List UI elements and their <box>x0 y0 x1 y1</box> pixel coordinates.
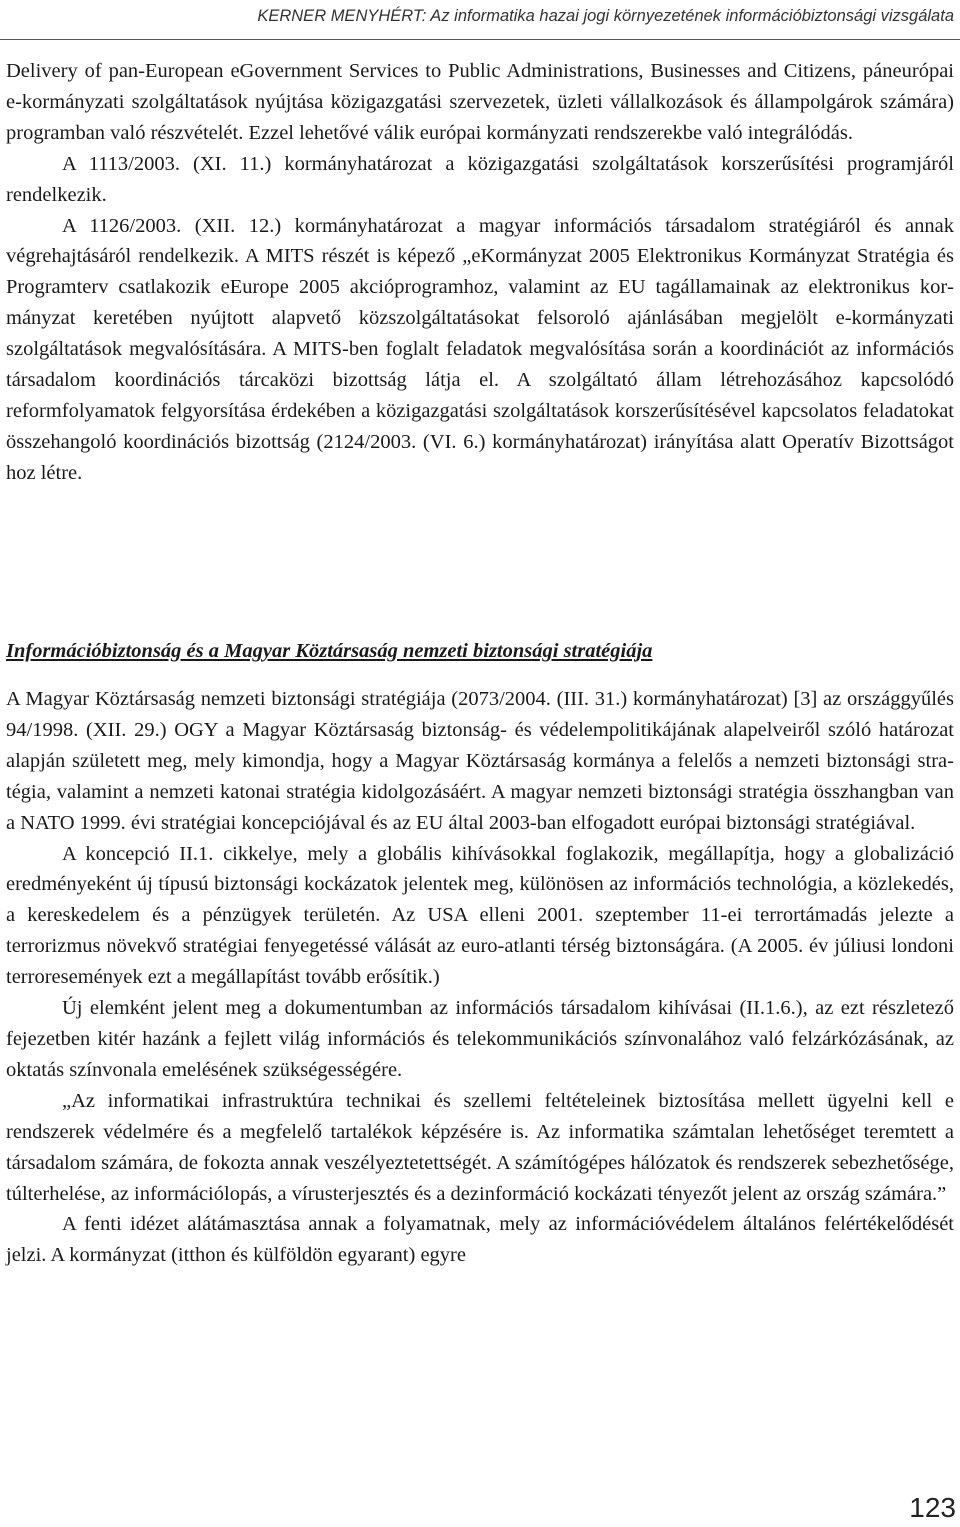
paragraph: A koncepció II.1. cikkelye, mely a globális kihívásokkal foglakozik, megállapítja, hogy a globalizáció eredményeként új típusú biztonsági kockázatok jelentek meg, különösen az információs technológia, a közlekedés, a kereskedelem és a pénzügyek területén. Az USA elleni 2001. szeptember 11-ei terrortámadás jelezte a terrorizmus növekvő stratégiai fenyegetéssé válását az euro-atlanti térség biztonságára. (A 2005. év júliusi londoni terroresemények ezt a megállapítást tovább erősítik.) <box>6 842 954 989</box>
paragraph: A fenti idézet alátámasztása annak a folyamatnak, mely az információvédelem általános felértékelődését jelzi. A kormányzat (itthon és külföldön egyarant) egyre <box>6 1213 954 1267</box>
paragraph: A Magyar Köztársaság nemzeti biztonsági stratégiája (2073/2004. (III. 31.) kormányhatározat) [3] az országgyűlés 94/1998. (XII. 29.) OGY a Magyar Köztársaság biztonság- és védelempolitikájának alapelveiről szóló határozat alapján született meg, mely kimondja, hogy a Magyar Köztársaság kormánya a felelős a nemzeti biztonsági stratégia, valamint a nemzeti katonai stratégia kidolgozásáért. A magyar nemzeti biztonsági stratégia összhangban van a NATO 1999. évi stratégiai koncepciójával és az EU által 2003-ban elfogadott európai biztonsági stratégiával. <box>6 688 954 834</box>
running-title: KERNER MENYHÉRT: Az informatika hazai jogi környezetének információbiztonsági vizsgálata <box>257 7 954 25</box>
paragraph: Delivery of pan-European eGovernment Services to Public Administrations, Businesses and Citizens, páneurópai e-kormányzati szolgáltatások nyújtása közigazgatási szervezetek, üzleti vállalkozások és állampolgárok számára) programban való részvételét. Ezzel lehetővé válik európai kormányzati rendszerekbe való integrálódás. <box>6 60 954 144</box>
paragraph: A 1126/2003. (XII. 12.) kormányhatározat a magyar információs társadalom stratégiáról és annak végrehajtásáról rendelkezik. A MITS részét is képező „eKormányzat 2005 Elektronikus Kormányzat Stratégia és Programterv csatlakozik eEurope 2005 akcióprogramhoz, valamint az EU tagállamainak az elektronikus kormányzat keretében nyújtott alapvető közszolgáltatásokat felsoroló ajánlásában megjelölt e-kormányzati szolgáltatások megvalósítására. A MITS-ben foglalt feladatok megvalósítása során a koordinációt az információs társadalom koordinációs tárcaközi bizottság látja el. A szolgáltató állam létrehozásához kapcsolódó reformfolyamatok felgyorsítása érdekében a közigazgatási szolgáltatások korszerűsítésével kapcsolatos feladatokat összehangoló koordinációs bizottság (2124/2003. (VI. 6.) kormányhatározat) irányítása alatt Operatív Bizottságot hoz létre. <box>6 214 954 484</box>
body-text-bottom <box>6 684 954 1271</box>
running-header <box>0 0 960 40</box>
paragraph: A 1113/2003. (XI. 11.) kormányhatározat a közigazgatási szolgáltatások korszerűsítési programjáról rendelkezik. <box>6 152 954 206</box>
paragraph: „Az informatikai infrastruktúra technikai és szellemi feltételeinek biztosítása mellett ügyelni kell e rendszerek védelmére és a megfelelő tartalékok képzésére is. Az informatika számtalan lehetőséget teremtett a társadalom számára, de fokozta annak veszélyeztetettségét. A számítógépes hálózatok és rendszerek sebezhetősége, túlterhelése, az információlopás, a vírusterjesztés és a dezinformáció kockázati tényezőt jelent az ország számára.” <box>6 1089 954 1205</box>
section-heading: Információbiztonság és a Magyar Köztársaság nemzeti biztonsági stratégiája <box>6 640 653 662</box>
body-text-top <box>6 56 954 489</box>
paragraph: Új elemként jelent meg a dokumentumban az információs társadalom kihívásai (II.1.6.), az ezt részletező fejezetben kitér hazánk a fejlett világ információs és telekommunikációs színvonalához való felzárkózásának, az oktatás színvonala emelésének szükségességére. <box>6 997 954 1081</box>
page-number: 123 <box>909 1492 956 1523</box>
